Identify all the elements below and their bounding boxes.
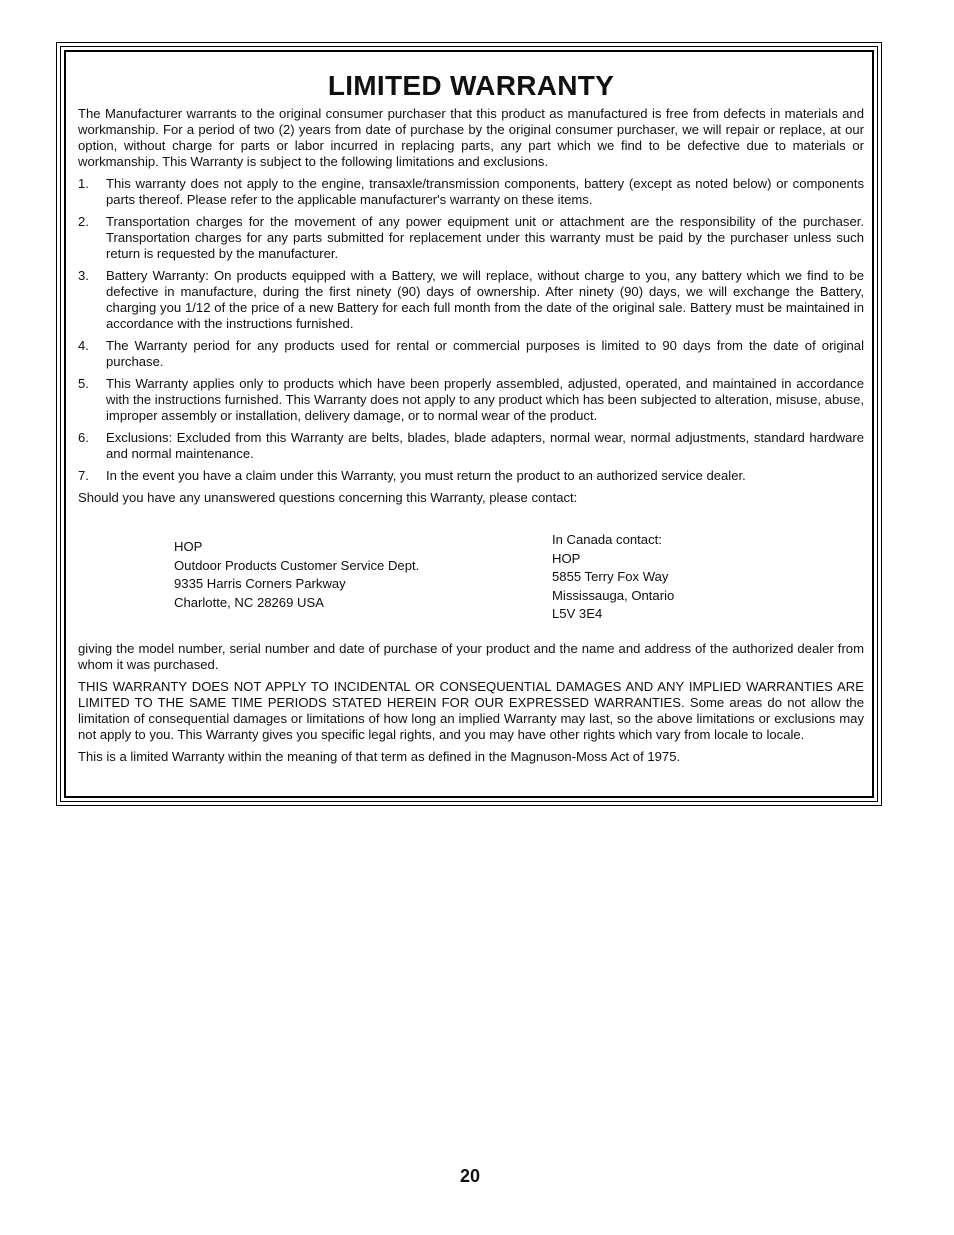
list-item [78, 376, 864, 424]
item-number: 7. [78, 468, 89, 483]
canada-address-heading: In Canada contact: [552, 532, 662, 547]
canada-address-line: 5855 Terry Fox Way [552, 569, 669, 584]
list-item [78, 214, 864, 262]
page-title: LIMITED WARRANTY [327, 70, 615, 101]
list-item [78, 338, 864, 370]
page-number: 20 [459, 1166, 481, 1186]
disclaimer-rest: Some areas do not allow the limitation of consequential damages or limitations of how long an implied Warranty may last, so the above limitations or exclusions may not apply to you. This Warranty gives you specific legal rights, and you may have other rights which vary from locale to locale. [78, 695, 864, 742]
item-text: In the event you have a claim under this Warranty, you must return the product to an authorized service dealer. [106, 468, 746, 483]
warranty-footer-content [78, 641, 864, 771]
us-address-line: HOP [174, 539, 203, 554]
list-item [78, 430, 864, 462]
item-text: Transportation charges for the movement of any power equipment unit or attachment are the responsibility of the purchaser. Transportation charges for any parts submitted for replacement under this warranty must be paid by the purchaser unless such return is requested by the manufacturer. [106, 214, 864, 261]
item-text: Battery Warranty: On products equipped with a Battery, we will replace, without charge to you, any battery which we find to be defective in manufacture, during the first ninety (90) days of ownership. After ninety (90) days, we will exchange the Battery, charging you 1/12 of the price of a new Battery for each full month from the date of the original sale. Battery must be maintained in accordance with the instructions furnished. [106, 268, 864, 331]
us-address-line: 9335 Harris Corners Parkway [174, 576, 346, 591]
item-number: 3. [78, 268, 89, 283]
us-address [174, 538, 419, 612]
list-item [78, 268, 864, 332]
giving-paragraph: giving the model number, serial number and date of purchase of your product and the name and address of the authorized dealer from whom it was purchased. [78, 641, 864, 672]
canada-address-line: HOP [552, 550, 581, 566]
canada-address [552, 531, 674, 624]
item-text: Exclusions: Excluded from this Warranty are belts, blades, blade adapters, normal wear, normal adjustments, standard hardware and normal maintenance. [106, 430, 864, 461]
list-item [78, 468, 864, 484]
item-text: This warranty does not apply to the engine, transaxle/transmission components, battery (except as noted below) or components parts thereof. Please refer to the applicable manufacturer's warranty on these items. [106, 176, 864, 207]
item-number: 1. [78, 176, 89, 191]
canada-address-line: Mississauga, Ontario [552, 587, 675, 603]
disclaimer-paragraph [78, 679, 864, 743]
questions-paragraph: Should you have any unanswered questions concerning this Warranty, please contact: [78, 490, 578, 505]
item-number: 5. [78, 376, 89, 391]
item-number: 6. [78, 430, 89, 445]
item-number: 4. [78, 338, 89, 353]
limitations-list [78, 176, 864, 484]
list-item [78, 176, 864, 208]
item-text: This Warranty applies only to products which have been properly assembled, adjusted, operated, and maintained in accordance with the instructions furnished. This Warranty does not apply to any product which has been subjected to alteration, misuse, abuse, improper assembly or installation, delivery damage, or to normal wear of the product. [106, 376, 864, 423]
disclaimer-caps: THIS WARRANTY DOES NOT APPLY TO INCIDENTAL OR CONSEQUENTIAL DAMAGES AND ANY IMPLIED WARRANTIES ARE LIMITED TO THE SAME TIME PERIODS STATED HEREIN FOR OUR EXPRESSED WARRANTIES. [78, 679, 864, 710]
us-address-line: Outdoor Products Customer Service Dept. [174, 557, 420, 573]
warranty-content [78, 70, 864, 512]
canada-address-line: L5V 3E4 [552, 606, 603, 621]
item-text: The Warranty period for any products used for rental or commercial purposes is limited to 90 days from the date of original purchase. [106, 338, 864, 369]
item-number: 2. [78, 214, 89, 229]
intro-paragraph: The Manufacturer warrants to the original consumer purchaser that this product as manufactured is free from defects in materials and workmanship. For a period of two (2) years from date of purchase by the original consumer purchaser, we will repair or replace, at our option, without charge for parts or labor incurred in replacing parts, any part which we find to be defective due to materials or workmanship. This Warranty is subject to the following limitations and exclusions. [78, 106, 864, 169]
closing-paragraph: This is a limited Warranty within the meaning of that term as defined in the Magnuson-Moss Act of 1975. [78, 749, 681, 764]
us-address-line: Charlotte, NC 28269 USA [174, 594, 324, 610]
